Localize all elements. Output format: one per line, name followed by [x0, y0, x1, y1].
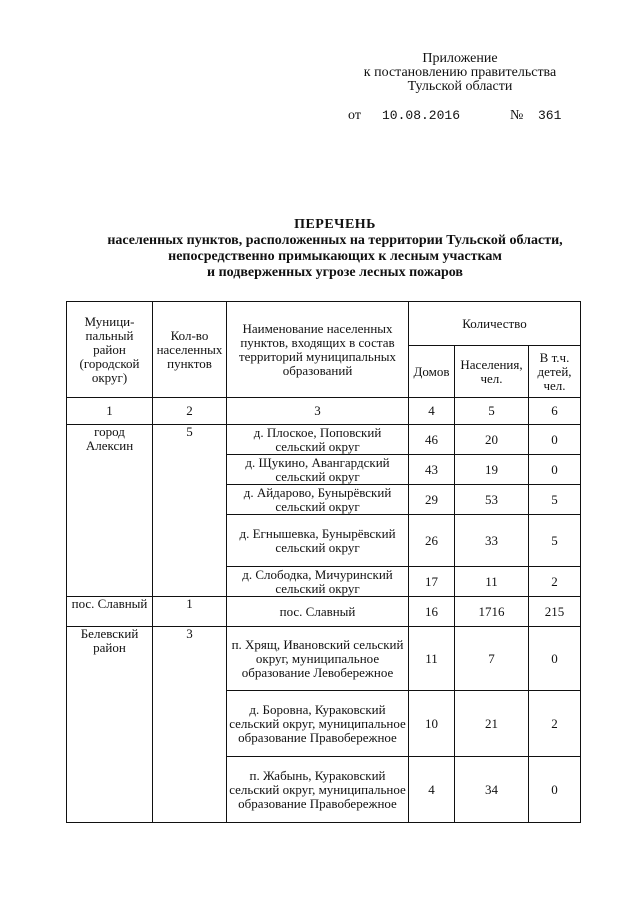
children-cell: 0: [529, 425, 581, 455]
title-line-3: и подверженных угрозе лесных пожаров: [207, 265, 463, 280]
settlement-count-cell: 3: [153, 627, 227, 823]
header-houses: Домов: [409, 346, 455, 398]
children-cell: 0: [529, 757, 581, 823]
document-title: [60, 217, 610, 281]
population-cell: 20: [455, 425, 529, 455]
table-row: [67, 425, 581, 455]
header-district: Муници-пальный район (городской округ): [67, 302, 153, 398]
children-cell: 2: [529, 691, 581, 757]
children-cell: 215: [529, 597, 581, 627]
appendix-line-3: Тульской области: [407, 79, 513, 94]
settlement-name-cell: д. Слободка, Мичуринский сельский округ: [227, 567, 409, 597]
settlement-name-cell: д. Щукино, Авангардский сельский округ: [227, 455, 409, 485]
table-row: [67, 597, 581, 627]
date-prefix: от: [348, 108, 361, 123]
population-cell: 53: [455, 485, 529, 515]
document-number: 361: [538, 108, 562, 123]
header-children: В т.ч. детей, чел.: [529, 346, 581, 398]
district-cell: город Алексин: [67, 425, 153, 597]
settlement-name-cell: д. Айдарово, Бунырёвский сельский округ: [227, 485, 409, 515]
houses-cell: 46: [409, 425, 455, 455]
column-number: 5: [455, 398, 529, 425]
settlement-count-cell: 5: [153, 425, 227, 597]
houses-cell: 43: [409, 455, 455, 485]
number-sign: №: [510, 108, 524, 123]
column-numbers-row: [67, 398, 581, 425]
header-count: Кол-во населенных пунктов: [153, 302, 227, 398]
document-date: 10.08.2016: [382, 108, 461, 123]
header-names: Наименование населенных пунктов, входящих в состав территорий муниципальных образований: [227, 302, 409, 398]
houses-cell: 10: [409, 691, 455, 757]
settlement-name-cell: д. Боровна, Кураковский сельский округ, муниципальное образование Правобережное: [227, 691, 409, 757]
children-cell: 5: [529, 515, 581, 567]
settlement-name-cell: п. Хрящ, Ивановский сельский округ, муниципальное образование Левобережное: [227, 627, 409, 691]
houses-cell: 17: [409, 567, 455, 597]
children-cell: 0: [529, 455, 581, 485]
settlement-count-cell: 1: [153, 597, 227, 627]
settlement-name-cell: д. Плоское, Поповский сельский округ: [227, 425, 409, 455]
population-cell: 33: [455, 515, 529, 567]
children-cell: 2: [529, 567, 581, 597]
settlement-name-cell: пос. Славный: [227, 597, 409, 627]
column-number: 2: [153, 398, 227, 425]
population-cell: 21: [455, 691, 529, 757]
houses-cell: 26: [409, 515, 455, 567]
houses-cell: 11: [409, 627, 455, 691]
settlement-name-cell: д. Егнышевка, Бунырёвский сельский округ: [227, 515, 409, 567]
population-cell: 19: [455, 455, 529, 485]
column-number: 4: [409, 398, 455, 425]
column-number: 3: [227, 398, 409, 425]
header-quantity: Количество: [409, 302, 581, 346]
appendix-line-1: Приложение: [422, 51, 498, 66]
houses-cell: 29: [409, 485, 455, 515]
settlements-table: [66, 301, 581, 823]
houses-cell: 4: [409, 757, 455, 823]
children-cell: 5: [529, 485, 581, 515]
population-cell: 1716: [455, 597, 529, 627]
district-cell: Белевский район: [67, 627, 153, 823]
table-body: [67, 425, 581, 823]
title-line-2: непосредственно примыкающих к лесным участкам: [168, 249, 502, 264]
population-cell: 7: [455, 627, 529, 691]
population-cell: 11: [455, 567, 529, 597]
appendix-line-2: к постановлению правительства: [363, 65, 557, 80]
column-number: 1: [67, 398, 153, 425]
appendix-block: [330, 52, 590, 94]
table-row: [67, 627, 581, 691]
children-cell: 0: [529, 627, 581, 691]
houses-cell: 16: [409, 597, 455, 627]
settlement-name-cell: п. Жабынь, Кураковский сельский округ, муниципальное образование Правобережное: [227, 757, 409, 823]
column-number: 6: [529, 398, 581, 425]
population-cell: 34: [455, 757, 529, 823]
district-cell: пос. Славный: [67, 597, 153, 627]
title-heading: ПЕРЕЧЕНЬ: [294, 217, 376, 232]
title-line-1: населенных пунктов, расположенных на территории Тульской области,: [107, 233, 563, 248]
header-population: Населения, чел.: [455, 346, 529, 398]
